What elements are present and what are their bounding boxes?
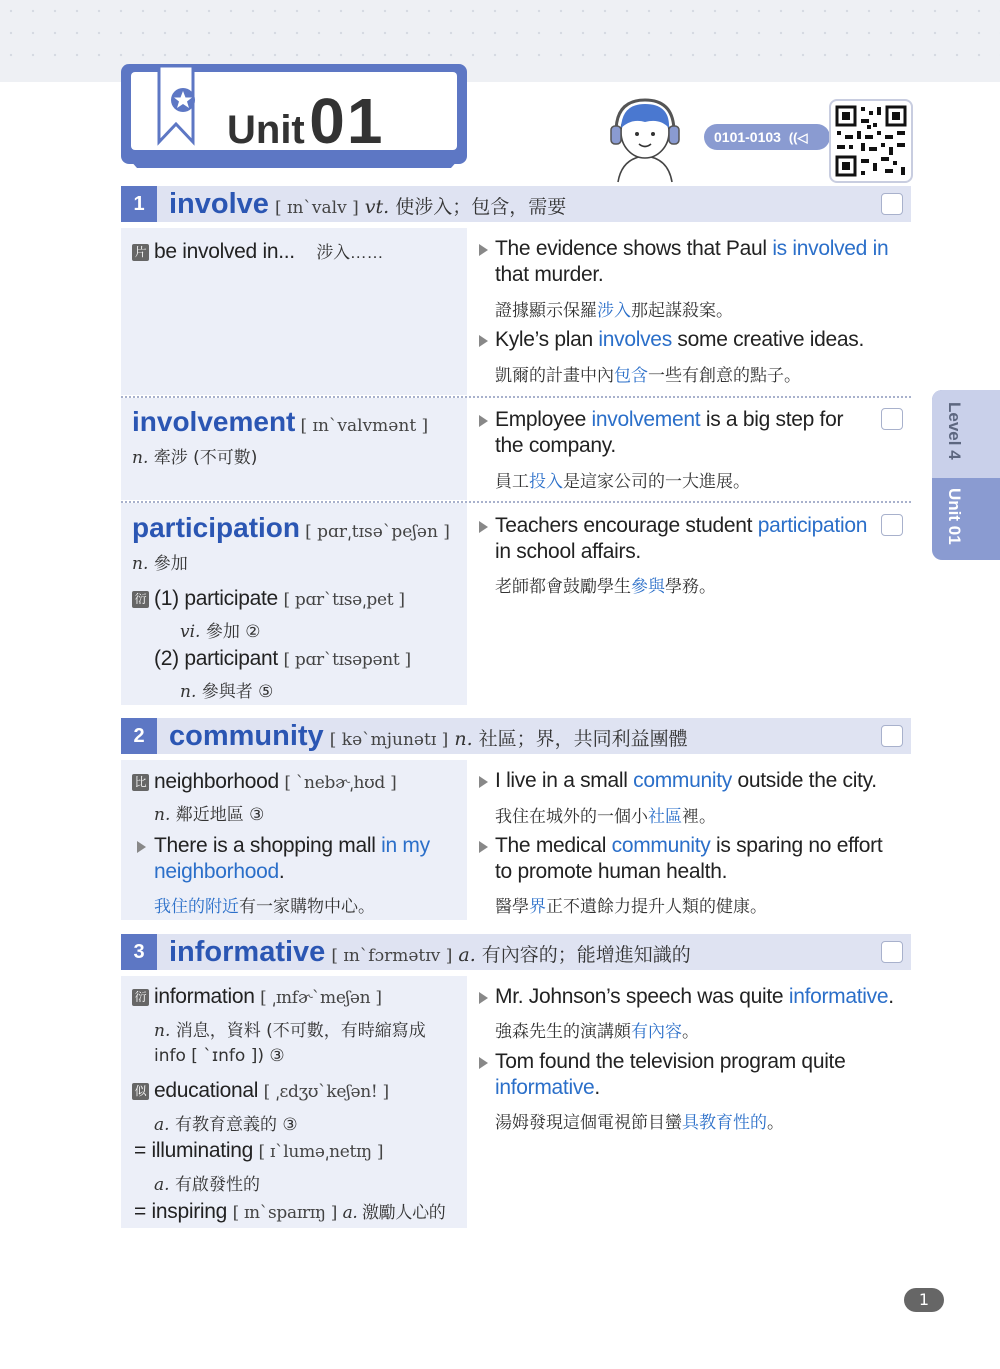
- word-number: 2: [121, 718, 157, 754]
- derived-word: information: [154, 985, 255, 1008]
- part-of-speech: n.: [132, 448, 149, 468]
- page-number: 1: [904, 1288, 944, 1312]
- example-zh-text: 裡。: [682, 807, 716, 827]
- example-highlight: involvement: [591, 408, 701, 431]
- derived-entry: [154, 647, 411, 671]
- part-of-speech: n.: [154, 805, 171, 825]
- side-tab-unit: Unit 01: [945, 488, 964, 545]
- derived-index: (2): [154, 647, 179, 670]
- example-zh-text: 是這家公司的一大進展。: [563, 472, 750, 492]
- example-zh-text: 。: [682, 1022, 699, 1042]
- unit-number: 01: [309, 85, 385, 157]
- example-zh-text: 一些有創意的點子。: [648, 366, 801, 386]
- phonetic: [ pɑr͵tɪsəˋpeʃən ]: [305, 522, 450, 542]
- example-en: Tom found the television program quite: [495, 1050, 846, 1073]
- example-highlight: informative: [788, 985, 889, 1008]
- word-heading: [169, 934, 691, 974]
- example-zh-text: 我住在城外的一個小: [495, 807, 648, 827]
- example-text: .: [888, 985, 894, 1008]
- derived-word: participate: [184, 587, 278, 610]
- part-of-speech: n.: [132, 554, 149, 574]
- equivalent-entry: [134, 1139, 383, 1163]
- example-en: [495, 769, 877, 793]
- meaning: 有內容的；能增進知識的: [481, 944, 691, 966]
- related-example-en-line2: neighborhood.: [154, 860, 285, 883]
- example-highlight: is involved in: [772, 237, 889, 260]
- phonetic: [ ɪnˋfɔrmətɪv ]: [331, 946, 453, 966]
- bullet-triangle-icon: [479, 841, 488, 853]
- derived-meaning: [180, 677, 273, 702]
- equivalent-word: inspiring: [151, 1200, 228, 1223]
- part-of-speech: a.: [154, 1115, 170, 1135]
- example-text: The medical: [495, 834, 612, 857]
- example-zh: [495, 892, 767, 917]
- phonetic: [ ɪˋlumə͵netɪŋ ]: [258, 1142, 384, 1162]
- example-en: [495, 985, 894, 1009]
- related-entry: [132, 770, 396, 794]
- checkbox[interactable]: [881, 193, 903, 215]
- word-number: 3: [121, 934, 157, 970]
- side-tab-level: Level 4: [945, 402, 964, 460]
- subword-involvement: [132, 406, 428, 438]
- audio-track-pill[interactable]: [704, 124, 830, 150]
- meaning: 鄰近地區 ③: [175, 805, 265, 825]
- subword-meaning: [132, 443, 257, 468]
- meaning: 有教育意義的 ③: [174, 1115, 298, 1135]
- derived-index: (1): [154, 587, 179, 610]
- equivalent-word: illuminating: [151, 1139, 253, 1162]
- equals-sign: =: [134, 1200, 146, 1223]
- bullet-triangle-icon: [479, 1057, 488, 1069]
- qr-code[interactable]: [829, 99, 913, 183]
- part-of-speech: n.: [154, 1021, 171, 1041]
- example-highlight: in my: [381, 834, 430, 857]
- example-text: is a big step for: [700, 408, 844, 431]
- example-text: .: [594, 1076, 600, 1099]
- example-zh-text: 員工: [495, 472, 529, 492]
- part-of-speech: n.: [180, 682, 197, 702]
- derived-badge: 衍: [132, 989, 149, 1006]
- example-zh-text: 強森先生的演講頗: [495, 1022, 631, 1042]
- word-header-community: [121, 718, 911, 754]
- related-badge: 比: [132, 774, 149, 791]
- example-text: some creative ideas.: [671, 328, 865, 351]
- example-zh-highlight: 有內容: [631, 1022, 682, 1042]
- phonetic: [ kəˋmjunətɪ ]: [329, 730, 449, 750]
- phonetic: [ pɑrˋtɪsə͵pet ]: [283, 590, 405, 610]
- derived-badge: 衍: [132, 591, 149, 608]
- example-text: outside the city.: [731, 769, 877, 792]
- checkbox[interactable]: [881, 725, 903, 747]
- word-heading: [169, 186, 566, 226]
- phrase-badge: 片: [132, 244, 149, 261]
- example-highlight: participation: [757, 514, 868, 537]
- synonym-entry: [132, 1079, 389, 1103]
- speaker-icon: ((◁: [788, 130, 808, 145]
- equals-sign: =: [134, 1139, 146, 1162]
- example-zh-highlight: 涉入: [597, 301, 631, 321]
- derived-entry: [132, 985, 382, 1009]
- bullet-triangle-icon: [479, 415, 488, 427]
- example-zh-text: 有一家購物中心。: [239, 897, 375, 917]
- example-zh-highlight: 我住的附近: [154, 897, 239, 917]
- example-zh: [495, 361, 801, 386]
- example-zh-text: 湯姆發現這個電視節目蠻: [495, 1113, 682, 1133]
- phonetic: [ ɪnˋvalvmənt ]: [300, 416, 429, 436]
- derived-word: participant: [184, 647, 278, 670]
- derived-meaning-line2: info [ ˋɪnfo ]) ③: [154, 1046, 285, 1066]
- equivalent-entry: [134, 1198, 445, 1224]
- synonym-meaning: [154, 1110, 298, 1135]
- word-number: 1: [121, 186, 157, 222]
- unit-label: Unit: [227, 108, 305, 152]
- part-of-speech: a.: [458, 944, 476, 966]
- example-text: Mr. Johnson’s speech was quite: [495, 985, 789, 1008]
- example-zh-text: 學務。: [665, 577, 716, 597]
- part-of-speech: a.: [342, 1203, 358, 1223]
- example-zh: [495, 296, 733, 321]
- meaning: 牽涉 (不可數): [153, 448, 258, 468]
- audio-track-label: 0101-0103: [714, 129, 781, 145]
- example-en: [495, 834, 882, 858]
- word-header-informative: [121, 934, 911, 970]
- related-word: neighborhood: [154, 770, 279, 793]
- subword-participation: [132, 512, 450, 544]
- qr-code-icon: [831, 101, 911, 181]
- meaning: 激勵人心的: [361, 1203, 446, 1222]
- word-header-involve: [121, 186, 911, 222]
- meaning: 參加: [153, 554, 188, 574]
- example-zh-highlight: 包含: [614, 366, 648, 386]
- example-zh-text: 那起謀殺案。: [631, 301, 733, 321]
- unit-banner-inner: [131, 72, 457, 157]
- listening-boy-icon: [600, 92, 690, 184]
- headword: community: [169, 720, 324, 752]
- related-example-zh: [154, 892, 375, 917]
- bullet-triangle-icon: [137, 841, 146, 853]
- example-en: [495, 328, 864, 352]
- checkbox[interactable]: [881, 941, 903, 963]
- example-text: I live in a small: [495, 769, 634, 792]
- unit-banner: [121, 64, 467, 164]
- example-zh: [495, 1108, 784, 1133]
- example-en: [495, 237, 888, 261]
- checkbox[interactable]: [881, 408, 903, 430]
- bullet-triangle-icon: [479, 521, 488, 533]
- phonetic: [ ͵ɛdʒʊˋkeʃən! ]: [263, 1082, 389, 1102]
- subword: involvement: [132, 406, 296, 437]
- meaning: 使涉入；包含，需要: [395, 196, 567, 218]
- meaning: 參與者 ⑤: [201, 682, 274, 702]
- synonym-word: educational: [154, 1079, 259, 1102]
- example-zh: [495, 572, 716, 597]
- example-highlight: involves: [598, 328, 672, 351]
- bullet-triangle-icon: [479, 335, 488, 347]
- example-en-line2: the company.: [495, 434, 616, 457]
- example-text: is sparing no effort: [710, 834, 883, 857]
- checkbox[interactable]: [881, 514, 903, 536]
- example-zh-text: 證據顯示保羅: [495, 301, 597, 321]
- headword: involve: [169, 188, 269, 220]
- derived-entry: [132, 587, 405, 611]
- part-of-speech: n.: [454, 728, 473, 750]
- level-side-tab[interactable]: [932, 390, 1000, 560]
- related-meaning: [154, 800, 264, 825]
- example-zh-text: 凱爾的計畫中內: [495, 366, 614, 386]
- meaning: 有啟發性的: [174, 1175, 260, 1195]
- subword: participation: [132, 512, 301, 543]
- synonym-badge: 似: [132, 1083, 149, 1100]
- phonetic: [ pɑrˋtɪsəpənt ]: [283, 650, 411, 670]
- meaning: 社區；界，共同利益團體: [478, 728, 688, 750]
- meaning: 消息，資料 (不可數，有時縮寫成: [175, 1021, 426, 1041]
- example-en-line2: that murder.: [495, 263, 604, 286]
- example-zh-highlight: 界: [529, 897, 546, 917]
- bullet-triangle-icon: [479, 776, 488, 788]
- bookmark-star-icon: [153, 66, 201, 148]
- example-highlight: informative: [495, 1076, 595, 1099]
- example-zh-text: 。: [767, 1113, 784, 1133]
- related-example-en: [154, 834, 430, 858]
- example-en-line2: to promote human health.: [495, 860, 728, 883]
- example-zh-highlight: 投入: [529, 472, 563, 492]
- example-text: Employee: [495, 408, 592, 431]
- phonetic: [ ˋnebɚ͵hʊd ]: [284, 773, 397, 793]
- example-highlight: neighborhood: [154, 860, 279, 883]
- example-zh-highlight: 具教育性的: [682, 1113, 767, 1133]
- part-of-speech: vi.: [180, 622, 201, 642]
- example-text: Kyle’s plan: [495, 328, 599, 351]
- phonetic: [ ͵ɪnfɚˋmeʃən ]: [260, 988, 382, 1008]
- phrase-entry: [132, 238, 383, 264]
- subword-meaning: [132, 549, 188, 574]
- example-en-line2: in school affairs.: [495, 540, 641, 563]
- phonetic: [ ɪnˋvalv ]: [274, 198, 359, 218]
- phrase-meaning: 涉入……: [316, 243, 384, 262]
- example-text: There is a shopping mall: [154, 834, 382, 857]
- derived-meaning: [180, 617, 261, 642]
- example-zh-text: 醫學: [495, 897, 529, 917]
- example-zh-highlight: 參與: [631, 577, 665, 597]
- example-zh-highlight: 社區: [648, 807, 682, 827]
- level-tab-upper: [932, 390, 1000, 478]
- equivalent-meaning: [154, 1170, 260, 1195]
- example-highlight: community: [633, 769, 732, 792]
- example-en-line2: [495, 1076, 600, 1100]
- part-of-speech: a.: [154, 1175, 170, 1195]
- example-text: Teachers encourage student: [495, 514, 758, 537]
- example-en: [495, 408, 843, 432]
- phonetic: [ ɪnˋspaɪrɪŋ ]: [232, 1203, 338, 1223]
- phrase-text: be involved in...: [154, 240, 295, 263]
- headword: informative: [169, 936, 326, 968]
- unit-title: [227, 84, 384, 158]
- bullet-triangle-icon: [479, 244, 488, 256]
- example-zh-text: 老師都會鼓勵學生: [495, 577, 631, 597]
- example-text: The evidence shows that Paul: [495, 237, 773, 260]
- example-zh: [495, 1017, 699, 1042]
- dot-pattern: [0, 0, 1000, 62]
- example-highlight: community: [611, 834, 711, 857]
- word-heading: [169, 718, 688, 758]
- meaning: 參加 ②: [205, 622, 261, 642]
- part-of-speech: vt.: [364, 196, 390, 218]
- bullet-triangle-icon: [479, 992, 488, 1004]
- example-zh: [495, 802, 716, 827]
- example-zh-text: 正不遺餘力提升人類的健康。: [546, 897, 767, 917]
- example-en: [495, 514, 867, 538]
- derived-meaning: [154, 1016, 426, 1041]
- example-zh: [495, 467, 750, 492]
